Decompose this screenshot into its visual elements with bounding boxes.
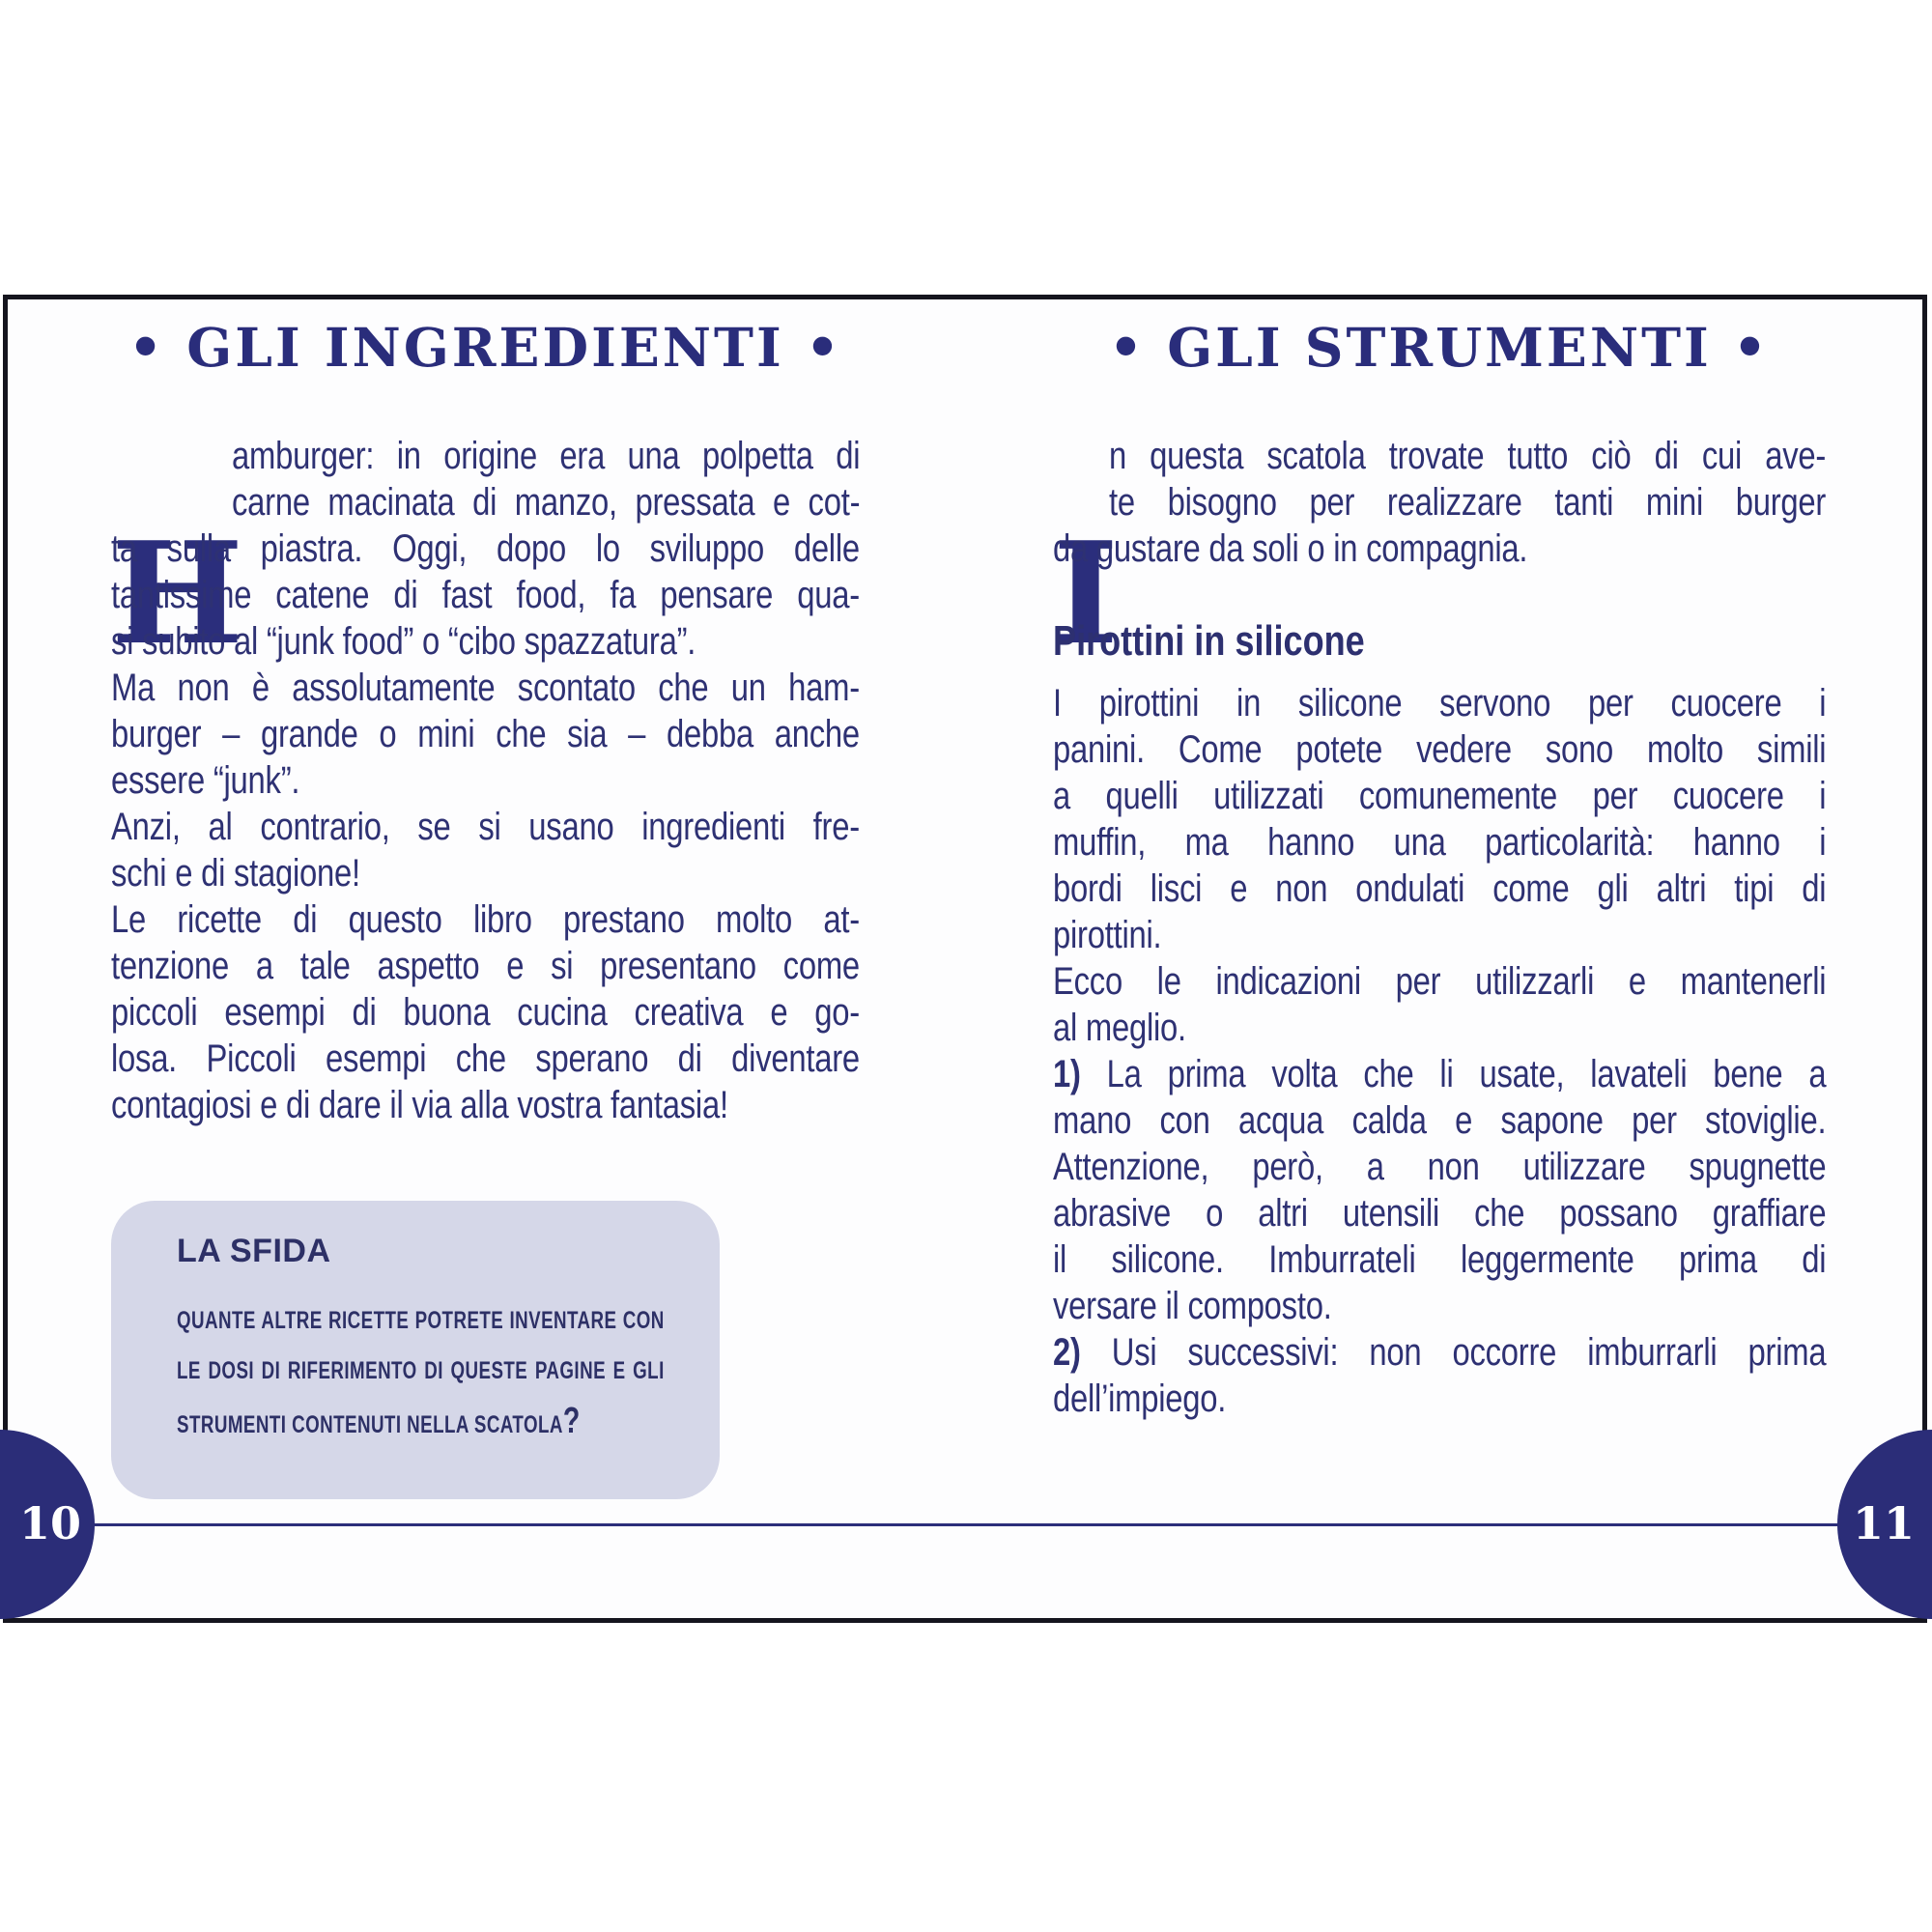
text-line: Attenzione, però, a non utilizzare spugnette <box>1053 1146 1827 1188</box>
text-line: versare il composto. <box>1053 1285 1332 1327</box>
text-line: 1) La prima volta che li usate, lavateli bene a <box>1053 1053 1827 1095</box>
text-line: n questa scatola trovate tutto ciò di cui ave- <box>1109 435 1827 477</box>
challenge-box <box>111 1201 720 1499</box>
text-line: da gustare da soli o in compagnia. <box>1053 527 1528 570</box>
text-line: LE DOSI DI RIFERIMENTO DI QUESTE PAGINE E GLI <box>177 1357 665 1384</box>
text-line: essere “junk”. <box>111 759 300 802</box>
paragraph-ingredienti <box>111 433 860 1128</box>
text-line: pirottini. <box>1053 914 1162 956</box>
text-line: Ma non è assolutamente scontato che un ham- <box>111 667 860 709</box>
text-line: muffin, ma hanno una particolarità: hanno i <box>1053 821 1827 864</box>
text-line: abrasive o altri utensili che possano graffiare <box>1053 1192 1827 1235</box>
paragraph-pirottini <box>1053 680 1826 1422</box>
text-line: STRUMENTI CONTENUTI NELLA SCATOLA? <box>177 1401 581 1441</box>
text-line: 2) Usi successivi: non occorre imburrarli prima <box>1053 1331 1827 1374</box>
section-heading-ingredienti: • GLI INGREDIENTI • <box>128 316 842 379</box>
text-line: Ecco le indicazioni per utilizzarli e mantenerli <box>1053 960 1827 1003</box>
drop-cap-i: I <box>1053 512 1119 676</box>
text-line: schi e di stagione! <box>111 852 360 895</box>
text-line: bordi lisci e non ondulati come gli altri tipi di <box>1053 867 1827 910</box>
text-line: te bisogno per realizzare tanti mini burger <box>1109 481 1827 524</box>
text-line: mano con acqua calda e sapone per stoviglie. <box>1053 1099 1827 1142</box>
text-line: al meglio. <box>1053 1007 1186 1049</box>
subheading-pirottini: Pirottini in silicone <box>1053 617 1365 665</box>
text-line: si subito al “junk food” o “cibo spazzatura”. <box>111 620 696 663</box>
footer-rule <box>0 1523 1932 1526</box>
challenge-title: LA SFIDA <box>177 1233 331 1269</box>
text-line: Anzi, al contrario, se si usano ingredienti fre- <box>111 806 860 848</box>
text-line: tenzione a tale aspetto e si presentano come <box>111 945 860 987</box>
page-number-right: 11 <box>1852 1497 1915 1549</box>
text-line: QUANTE ALTRE RICETTE POTRETE INVENTARE CON <box>177 1307 665 1334</box>
text-line: contagiosi e di dare il via alla vostra fantasia! <box>111 1084 728 1126</box>
text-line: a quelli utilizzati comunemente per cuocere i <box>1053 775 1827 817</box>
page-number-left: 10 <box>19 1497 82 1549</box>
large-question-mark: ? <box>562 1401 581 1441</box>
text-line: burger – grande o mini che sia – debba anche <box>111 713 860 755</box>
challenge-text <box>177 1295 671 1446</box>
text-line: ta sulla piastra. Oggi, dopo lo sviluppo delle <box>111 527 860 570</box>
text-line: piccoli esempi di buona cucina creativa e go- <box>111 991 860 1034</box>
page-right <box>1053 316 1827 1422</box>
text-line: tantissime catene di fast food, fa pensare qua- <box>111 574 860 616</box>
text-line: il silicone. Imburrateli leggermente prima di <box>1053 1238 1827 1281</box>
text-line: panini. Come potete vedere sono molto simili <box>1053 728 1827 771</box>
page-left <box>111 316 861 1499</box>
text-line: dell’impiego. <box>1053 1378 1227 1420</box>
text-line: losa. Piccoli esempi che sperano di diventare <box>111 1037 860 1080</box>
section-heading-strumenti: • GLI STRUMENTI • <box>1108 316 1771 379</box>
text-line: amburger: in origine era una polpetta di <box>232 435 861 477</box>
text-line: Le ricette di questo libro prestano molto at- <box>111 898 860 941</box>
drop-cap-h: H <box>111 512 243 676</box>
text-line: carne macinata di manzo, pressata e cot- <box>232 481 861 524</box>
text-line: I pirottini in silicone servono per cuocere i <box>1053 682 1827 724</box>
